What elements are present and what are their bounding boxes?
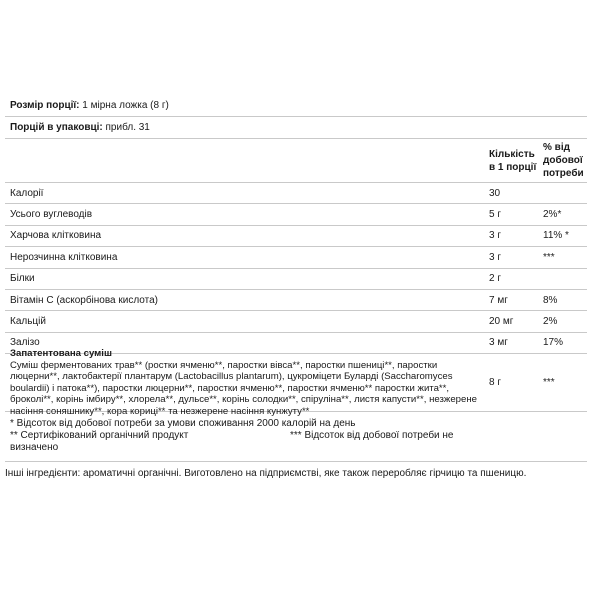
servings-per-value: прибл. 31 (105, 122, 150, 133)
proprietary-blend-row (5, 348, 587, 417)
nutrient-name: Залізо (10, 337, 40, 349)
nutrient-dv: 2% (543, 316, 558, 328)
footnote-organic: ** Сертифікований органічний продукт (10, 430, 189, 442)
nutrient-row (5, 226, 587, 247)
nutrient-name: Вітамін С (аскорбінова кислота) (10, 294, 159, 306)
other-ingredients: Інші інгредієнти: ароматичні органічні. Виготовлено на підприємстві, яке також переробляє гірчицю та пшеницю. (5, 468, 527, 480)
nutrient-amount: 30 (489, 187, 501, 199)
footnote-daily-value: * Відсоток від добової потреби за умови споживання 2000 калорій на день (10, 418, 356, 430)
nutrient-name: Нерозчинна клітковина (10, 251, 118, 263)
nutrient-dv: 11% * (543, 230, 569, 242)
nutrient-amount: 20 мг (489, 316, 514, 328)
column-header-row (5, 139, 587, 183)
blend-amount: 8 г (489, 377, 501, 389)
nutrient-name: Білки (10, 273, 35, 285)
nutrient-amount: 2 г (489, 273, 501, 285)
serving-size-label: Розмір порції: (10, 100, 80, 111)
nutrient-amount: 3 г (489, 230, 501, 242)
nutrient-amount: 5 г (489, 209, 501, 221)
nutrient-row (5, 269, 587, 290)
serving-size-value: 1 мірна ложка (8 г) (82, 100, 169, 111)
amount-header: Кількість в 1 порції (489, 148, 537, 173)
footnotes (5, 412, 587, 462)
supplement-facts-panel (5, 95, 587, 479)
serving-size-row (5, 95, 587, 117)
nutrient-amount: 3 г (489, 251, 501, 263)
nutrient-name: Кальцій (10, 316, 46, 328)
servings-per-container-row (5, 117, 587, 139)
nutrient-amount: 3 мг (489, 337, 508, 349)
nutrient-amount: 7 мг (489, 294, 508, 306)
nutrient-name: Усього вуглеводів (10, 209, 93, 221)
nutrient-row (5, 204, 587, 225)
blend-description: Суміш ферментованих трав** (ростки ячменю**, паростки вівса**, паростки пшениці**, паростки люцерни**, лактобактерії плантарум (Lactobacillus plantarum), цукроміцети Буларді (Saccharomyces boulardii) і патока**), паростки люцерни**, паростки ячменю**, паростки ячменю** паростки жита**, броколі**, корінь імбиру**, хлорела**, дульсе**, корінь солодки**, спіруліна**, листя капусти**, незжерене насіння соняшнику**, кора кориці** та незжерене насіння кунжуту** (10, 359, 477, 417)
nutrient-row (5, 290, 587, 311)
nutrient-dv: 8% (543, 294, 558, 306)
blend-dv: *** (543, 377, 555, 389)
nutrient-dv: 2%* (543, 209, 562, 221)
blend-title: Запатентована суміш (10, 348, 112, 360)
footnote-not-established-cont: визначено (10, 442, 59, 454)
nutrient-dv: *** (543, 251, 555, 263)
nutrient-row (5, 311, 587, 332)
footnote-not-established: *** Відсоток від добової потреби не (290, 430, 454, 442)
nutrient-dv: 17% (543, 337, 564, 349)
nutrient-row (5, 247, 587, 268)
nutrient-row (5, 183, 587, 204)
nutrient-name: Калорії (10, 187, 44, 199)
daily-value-header: % від добової потреби (543, 142, 584, 179)
blend-text (5, 348, 489, 417)
servings-per-label: Порцій в упаковці: (10, 122, 103, 133)
nutrient-name: Харчова клітковина (10, 230, 102, 242)
